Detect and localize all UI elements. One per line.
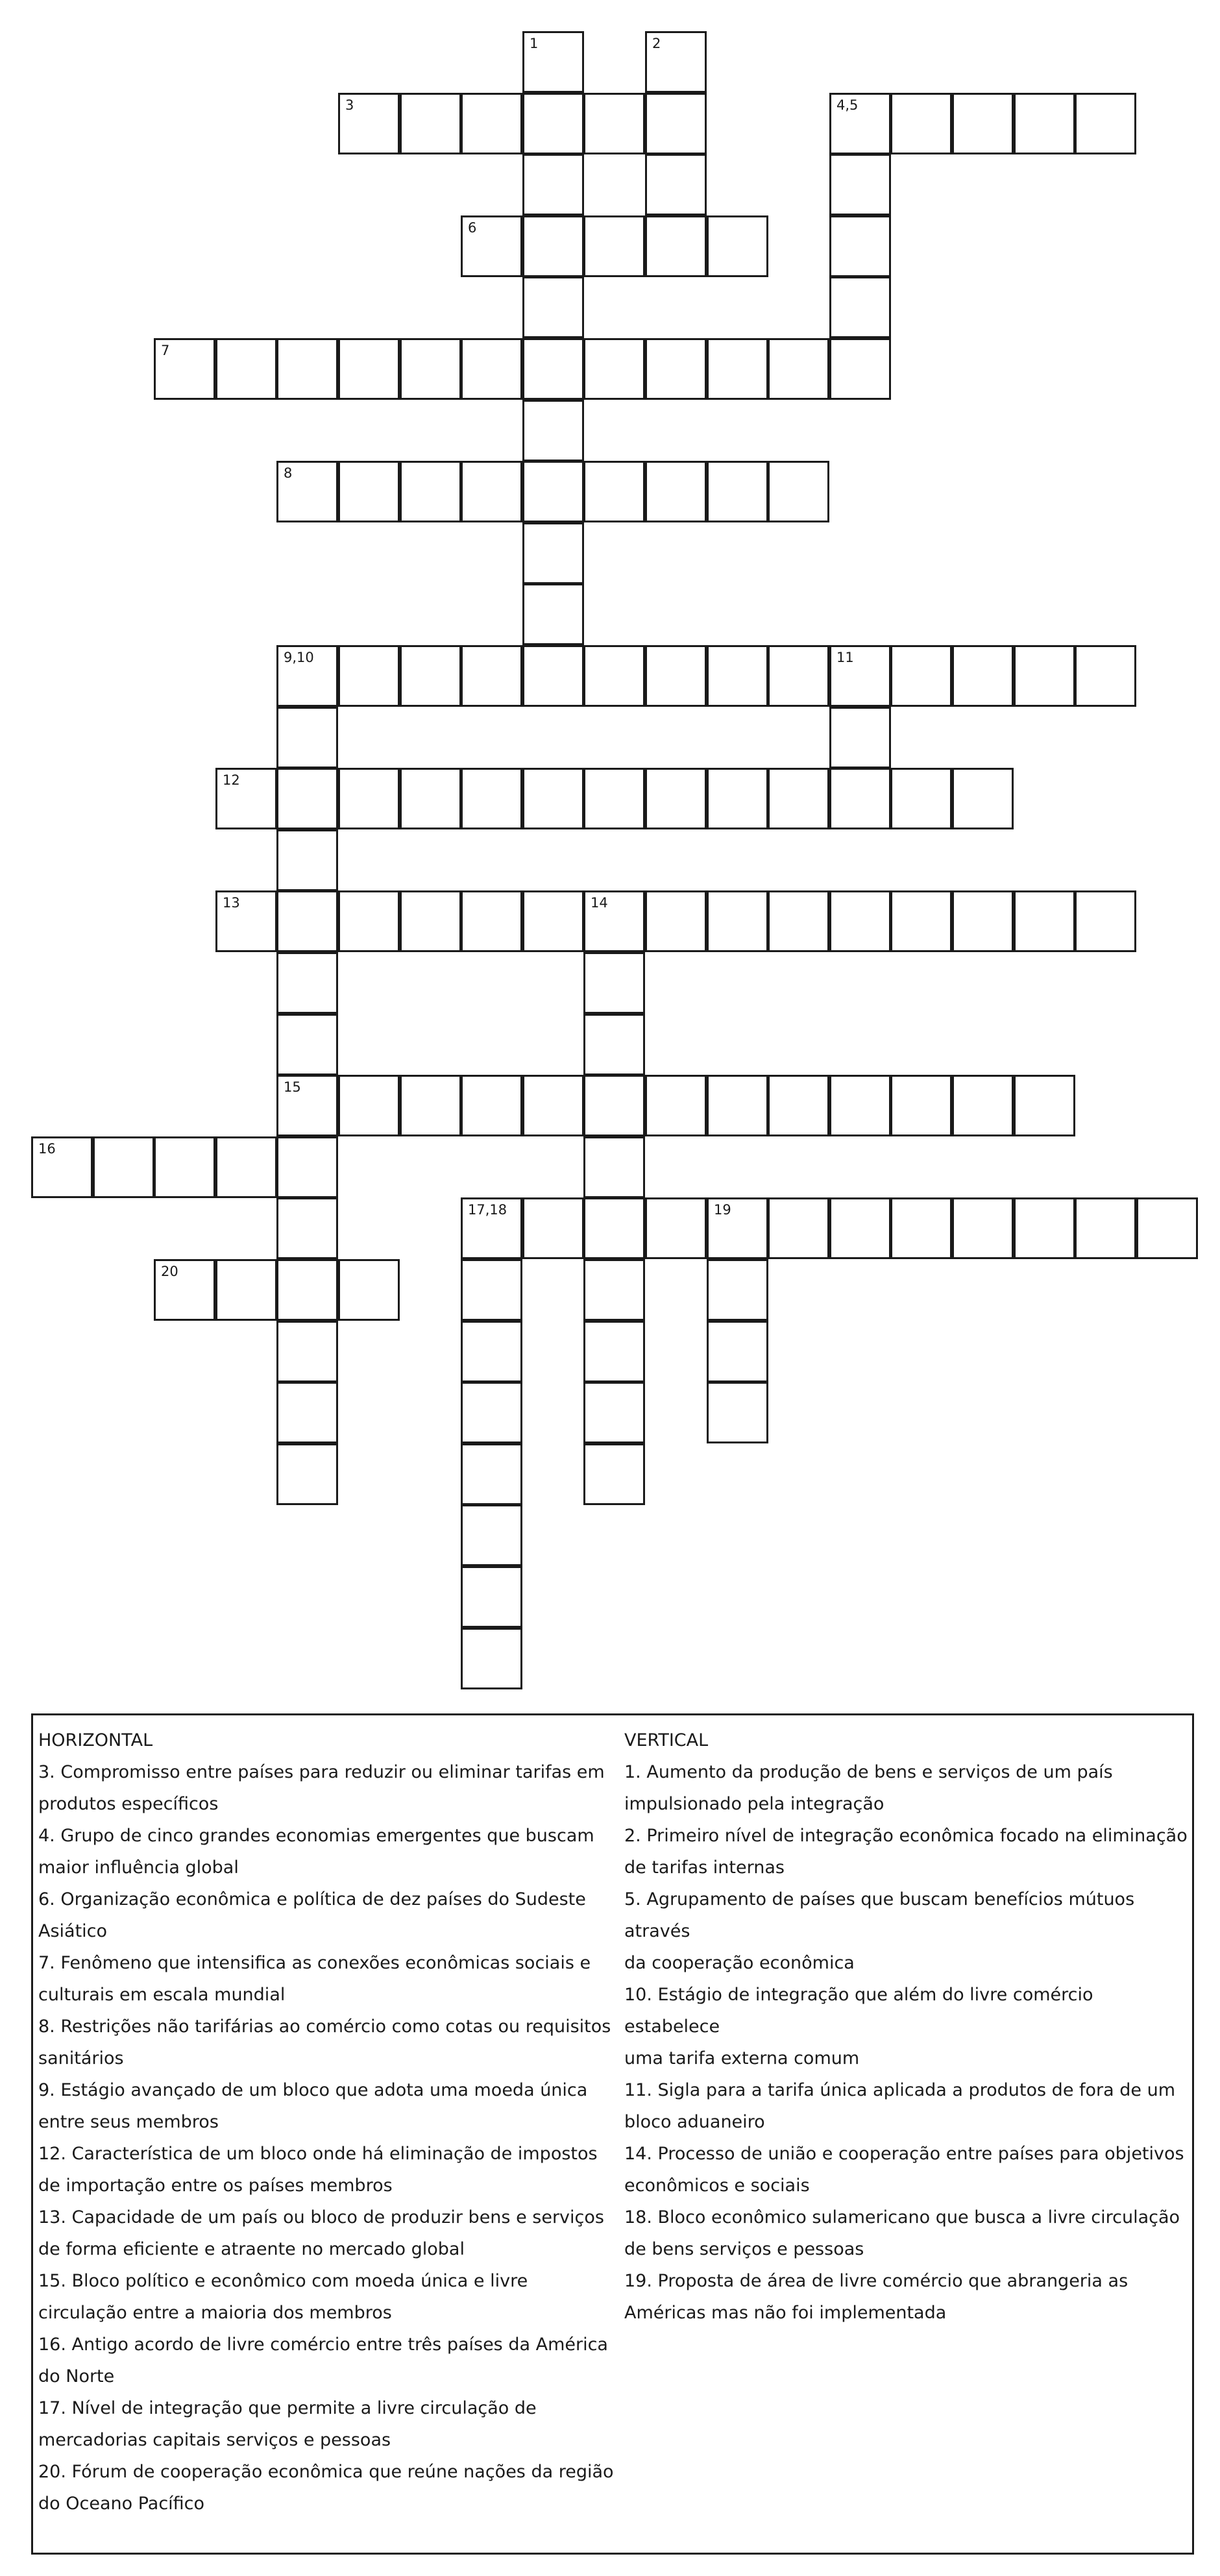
grid-cell[interactable] [583,1136,645,1198]
grid-cell[interactable] [400,890,461,952]
grid-cell[interactable] [707,645,768,707]
grid-cell[interactable] [829,338,891,400]
grid-cell[interactable] [645,154,707,215]
grid-cell[interactable] [890,1197,952,1259]
clue-number: 12 [223,772,240,788]
grid-cell[interactable] [154,1259,215,1321]
clue-number: 8 [284,465,293,481]
clue-number: 3 [345,97,354,113]
clue-number: 17,18 [468,1202,507,1218]
grid-cell[interactable] [952,1197,1014,1259]
grid-cell[interactable] [522,215,584,277]
clue-line: culturais em escala mundial [38,1985,286,2005]
clue-number: 16 [38,1141,56,1157]
grid-cell[interactable] [952,768,1014,829]
clue-line: 4. Grupo de cinco grandes economias emergentes que buscam [38,1826,594,1846]
clue-line: 7. Fenômeno que intensifica as conexões econômicas sociais e [38,1953,591,1973]
grid-cell[interactable] [215,890,277,952]
grid-cell[interactable] [522,400,584,461]
grid-cell[interactable] [952,93,1014,154]
clue-line: 6. Organização econômica e política de dez países do Sudeste [38,1889,586,1909]
grid-cell[interactable] [338,890,400,952]
grid-cell[interactable] [768,461,829,522]
grid-cell[interactable] [522,1075,584,1136]
clue-line: 2. Primeiro nível de integração econômica focado na eliminação [624,1826,1188,1846]
grid-cell[interactable] [461,890,522,952]
grid-cell[interactable] [461,1628,522,1689]
grid-cell[interactable] [461,338,522,400]
grid-cell[interactable] [154,338,215,400]
grid-cell[interactable] [1014,890,1075,952]
grid-cell[interactable] [707,461,768,522]
grid-cell[interactable] [522,31,584,93]
grid-cell[interactable] [461,1504,522,1566]
clue-line: circulação entre a maioria dos membros [38,2303,392,2323]
clue-line: de importação entre os países membros [38,2176,393,2196]
clue-line: uma tarifa externa comum [624,2048,860,2068]
clue-line: 1. Aumento da produção de bens e serviços de um país [624,1762,1113,1782]
grid-cell[interactable] [400,1075,461,1136]
grid-cell[interactable] [768,1075,829,1136]
grid-cell[interactable] [707,1259,768,1321]
grid-cell[interactable] [829,154,891,215]
grid-cell[interactable] [522,890,584,952]
clue-line: 17. Nível de integração que permite a livre circulação de [38,2398,537,2418]
vertical-heading: VERTICAL [624,1730,709,1750]
grid-cell[interactable] [1014,1197,1075,1259]
grid-cell[interactable] [768,890,829,952]
grid-cell[interactable] [890,768,952,829]
grid-cell[interactable] [768,338,829,400]
grid-cell[interactable] [400,768,461,829]
grid-cell[interactable] [154,1136,215,1198]
grid-cell[interactable] [522,93,584,154]
clue-line: mercadorias capitais serviços e pessoas [38,2430,391,2450]
clue-line: do Oceano Pacífico [38,2494,205,2514]
grid-cell[interactable] [522,645,584,707]
grid-cell[interactable] [768,1197,829,1259]
grid-cell[interactable] [215,768,277,829]
grid-cell[interactable] [93,1136,154,1198]
grid-cell[interactable] [1014,645,1075,707]
grid-cell[interactable] [215,338,277,400]
grid-cell[interactable] [707,215,768,277]
clues-panel [31,1713,1194,2555]
grid-cell[interactable] [400,93,461,154]
grid-cell[interactable] [583,768,645,829]
grid-cell[interactable] [31,1136,93,1198]
grid-cell[interactable] [276,1014,338,1075]
horizontal-clues [33,1715,622,2520]
grid-cell[interactable] [583,1443,645,1505]
grid-cell[interactable] [583,461,645,522]
grid-cell[interactable] [583,1259,645,1321]
clue-line: 5. Agrupamento de países que buscam benefícios mútuos através [624,1889,1135,1941]
grid-cell[interactable] [645,768,707,829]
grid-cell[interactable] [829,890,891,952]
vertical-clue-list [624,1756,1189,2329]
clue-line: 3. Compromisso entre países para reduzir ou eliminar tarifas em [38,1762,605,1782]
grid-cell[interactable] [461,645,522,707]
clue-number: 13 [223,895,240,911]
grid-cell[interactable] [829,93,891,154]
grid-cell[interactable] [276,1382,338,1443]
grid-cell[interactable] [707,890,768,952]
grid-cell[interactable] [276,1259,338,1321]
grid-cell[interactable] [707,338,768,400]
grid-cell[interactable] [645,890,707,952]
grid-cell[interactable] [1014,93,1075,154]
clue-line: 14. Processo de união e cooperação entre países para objetivos [624,2144,1184,2164]
grid-cell[interactable] [276,1321,338,1382]
clue-number: 6 [468,220,477,236]
grid-cell[interactable] [276,645,338,707]
clue-line: Américas mas não foi implementada [624,2303,947,2323]
grid-cell[interactable] [1136,1197,1198,1259]
grid-cell[interactable] [707,1075,768,1136]
clue-number: 14 [591,895,608,911]
grid-cell[interactable] [645,645,707,707]
grid-cell[interactable] [952,890,1014,952]
grid-cell[interactable] [1014,1075,1075,1136]
grid-cell[interactable] [768,768,829,829]
clue-line: de tarifas internas [624,1858,785,1878]
grid-cell[interactable] [522,154,584,215]
clue-line: bloco aduaneiro [624,2112,765,2132]
grid-cell[interactable] [583,93,645,154]
grid-cell[interactable] [522,276,584,338]
grid-cell[interactable] [952,645,1014,707]
clue-line: 19. Proposta de área de livre comércio que abrangeria as [624,2271,1128,2291]
grid-cell[interactable] [890,93,952,154]
grid-cell[interactable] [276,1075,338,1136]
clue-number: 15 [284,1079,301,1095]
vertical-clues [619,1715,1189,2329]
grid-cell[interactable] [583,1014,645,1075]
grid-cell[interactable] [707,1321,768,1382]
grid-cell[interactable] [583,1321,645,1382]
grid-cell[interactable] [583,215,645,277]
grid-cell[interactable] [768,645,829,707]
grid-cell[interactable] [645,1075,707,1136]
clue-line: da cooperação econômica [624,1953,855,1973]
grid-cell[interactable] [338,645,400,707]
grid-cell[interactable] [707,1382,768,1443]
grid-cell[interactable] [338,461,400,522]
clue-line: 15. Bloco político e econômico com moeda única e livre [38,2271,528,2291]
grid-cell[interactable] [276,707,338,768]
grid-cell[interactable] [583,952,645,1014]
grid-cell[interactable] [829,645,891,707]
grid-cell[interactable] [400,645,461,707]
horizontal-clue-list [38,1756,622,2520]
grid-cell[interactable] [461,1075,522,1136]
grid-cell[interactable] [829,768,891,829]
grid-cell[interactable] [522,461,584,522]
grid-cell[interactable] [461,1321,522,1382]
grid-cell[interactable] [461,768,522,829]
grid-cell[interactable] [583,1075,645,1136]
grid-cell[interactable] [338,93,400,154]
grid-cell[interactable] [461,1566,522,1628]
clue-line: 18. Bloco econômico sulamericano que busca a livre circulação [624,2207,1180,2227]
grid-cell[interactable] [1075,1197,1136,1259]
grid-cell[interactable] [461,215,522,277]
grid-cell[interactable] [338,768,400,829]
clue-number: 11 [836,650,854,665]
grid-cell[interactable] [461,1197,522,1259]
grid-cell[interactable] [645,338,707,400]
clue-number: 4,5 [836,97,859,113]
grid-cell[interactable] [338,1075,400,1136]
grid-cell[interactable] [461,1382,522,1443]
clue-line: impulsionado pela integração [624,1794,884,1814]
grid-cell[interactable] [215,1259,277,1321]
grid-cell[interactable] [276,338,338,400]
grid-cell[interactable] [583,1382,645,1443]
grid-cell[interactable] [645,93,707,154]
grid-cell[interactable] [829,1197,891,1259]
grid-cell[interactable] [522,583,584,645]
clue-line: produtos específicos [38,1794,219,1814]
clue-line: maior influência global [38,1858,239,1878]
grid-cell[interactable] [522,338,584,400]
grid-cell[interactable] [276,1136,338,1198]
clue-line: 16. Antigo acordo de livre comércio entre três países da América [38,2335,608,2355]
clue-number: 20 [161,1264,178,1279]
grid-cell[interactable] [276,890,338,952]
clue-line: 10. Estágio de integração que além do livre comércio estabelece [624,1985,1093,2037]
grid-cell[interactable] [276,952,338,1014]
grid-cell[interactable] [707,768,768,829]
clue-number: 7 [161,343,170,358]
grid-cell[interactable] [829,707,891,768]
grid-cell[interactable] [1075,93,1136,154]
grid-cell[interactable] [1075,890,1136,952]
clue-line: 20. Fórum de cooperação econômica que reúne nações da região [38,2462,614,2482]
clue-number: 9,10 [284,650,314,665]
grid-cell[interactable] [890,890,952,952]
clue-line: Asiático [38,1921,108,1941]
clue-line: de bens serviços e pessoas [624,2239,864,2259]
grid-cell[interactable] [522,522,584,584]
grid-cell[interactable] [645,1197,707,1259]
grid-cell[interactable] [338,338,400,400]
grid-cell[interactable] [952,1075,1014,1136]
clue-line: 8. Restrições não tarifárias ao comércio como cotas ou requisitos [38,2017,611,2037]
grid-cell[interactable] [829,1075,891,1136]
clue-line: econômicos e sociais [624,2176,810,2196]
grid-cell[interactable] [583,645,645,707]
grid-cell[interactable] [276,1197,338,1259]
grid-cell[interactable] [829,276,891,338]
clue-line: entre seus membros [38,2112,219,2132]
grid-cell[interactable] [522,768,584,829]
clue-number: 19 [714,1202,731,1218]
grid-cell[interactable] [583,338,645,400]
grid-cell[interactable] [645,461,707,522]
grid-cell[interactable] [890,1075,952,1136]
grid-cell[interactable] [276,768,338,829]
grid-cell[interactable] [276,829,338,891]
grid-cell[interactable] [338,1259,400,1321]
clue-line: 9. Estágio avançado de um bloco que adota uma moeda única [38,2080,588,2100]
clue-number: 2 [652,36,661,51]
grid-cell[interactable] [400,461,461,522]
clue-line: 13. Capacidade de um país ou bloco de produzir bens e serviços [38,2207,604,2227]
grid-cell[interactable] [461,93,522,154]
grid-cell[interactable] [276,1443,338,1505]
clue-line: 12. Característica de um bloco onde há eliminação de impostos [38,2144,598,2164]
grid-cell[interactable] [890,645,952,707]
grid-cell[interactable] [461,1443,522,1505]
clue-line: sanitários [38,2048,124,2068]
grid-cell[interactable] [400,338,461,400]
grid-cell[interactable] [829,215,891,277]
horizontal-heading: HORIZONTAL [38,1730,153,1750]
grid-cell[interactable] [522,1197,584,1259]
grid-cell[interactable] [1075,645,1136,707]
grid-cell[interactable] [215,1136,277,1198]
clue-number: 1 [530,36,539,51]
grid-cell[interactable] [707,1197,768,1259]
clue-line: de forma eficiente e atraente no mercado global [38,2239,465,2259]
grid-cell[interactable] [645,31,707,93]
grid-cell[interactable] [583,890,645,952]
grid-cell[interactable] [461,1259,522,1321]
clue-line: 11. Sigla para a tarifa única aplicada a produtos de fora de um [624,2080,1176,2100]
clue-line: do Norte [38,2366,115,2386]
grid-cell[interactable] [645,215,707,277]
grid-cell[interactable] [461,461,522,522]
grid-cell[interactable] [276,461,338,522]
grid-cell[interactable] [583,1197,645,1259]
